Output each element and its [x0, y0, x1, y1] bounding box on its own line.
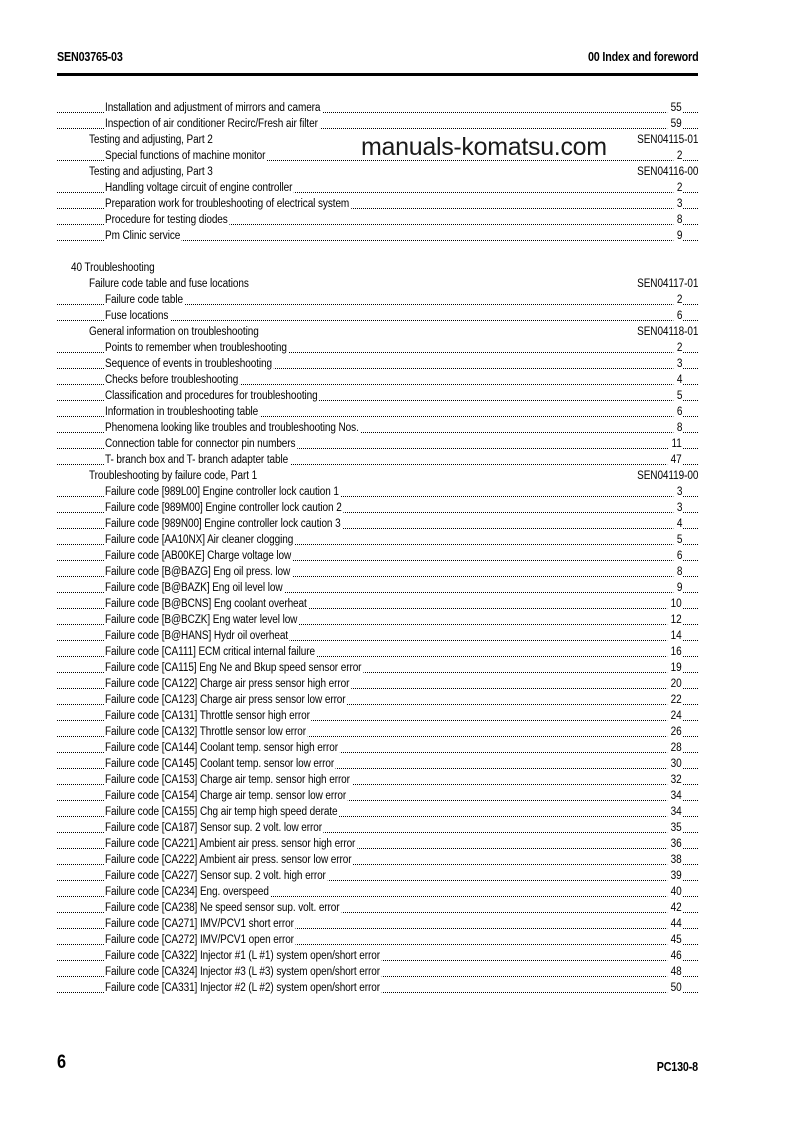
toc-entry-label: Failure code table: [105, 294, 183, 306]
toc-entry[interactable]: [57, 564, 698, 580]
toc-entry-page-number: 8: [673, 212, 682, 228]
toc-entry[interactable]: [57, 596, 698, 612]
toc-entry-page-number: 28: [668, 740, 682, 756]
toc-entry-label: Failure code table and fuse locations: [89, 278, 249, 290]
toc-entry-page-number: 5: [673, 532, 682, 548]
toc-entry-label: Failure code [CA111] ECM critical internal failure: [105, 646, 315, 658]
toc-entry-page-number: 34: [668, 804, 682, 820]
toc-entry-page-number: 34: [668, 788, 682, 804]
toc-entry-page-number: 2: [673, 180, 682, 196]
toc-entry[interactable]: [57, 420, 698, 436]
toc-entry-label: Testing and adjusting, Part 2: [89, 134, 213, 146]
toc-entry[interactable]: [57, 836, 698, 852]
toc-entry[interactable]: [57, 772, 698, 788]
toc-entry[interactable]: [57, 484, 698, 500]
toc-entry[interactable]: [57, 356, 698, 372]
toc-entry-page-number: 3: [673, 500, 682, 516]
toc-entry-label: Handling voltage circuit of engine controller: [105, 182, 293, 194]
toc-entry[interactable]: [57, 852, 698, 868]
toc-entry-page-number: 22: [668, 692, 682, 708]
toc-entry[interactable]: [57, 308, 698, 324]
toc-entry[interactable]: [57, 740, 698, 756]
toc-entry[interactable]: [57, 292, 698, 308]
toc-entry-page-number: 44: [668, 916, 682, 932]
toc-entry[interactable]: [57, 756, 698, 772]
toc-entry-page-number: 42: [668, 900, 682, 916]
toc-entry-label: Failure code [AA10NX] Air cleaner clogging: [105, 534, 294, 546]
toc-entry-page-number: 2: [673, 292, 682, 308]
toc-entry-page-number: 35: [668, 820, 682, 836]
toc-entry-sen-code: SEN04117-01: [633, 276, 698, 292]
footer-model-name: PC130-8: [656, 1060, 698, 1074]
toc-entry-page-number: 8: [673, 564, 682, 580]
toc-entry-label: Failure code [CA131] Throttle sensor high error: [105, 710, 310, 722]
toc-entry-page-number: 9: [673, 580, 682, 596]
toc-entry-page-number: 38: [668, 852, 682, 868]
toc-entry[interactable]: [57, 532, 698, 548]
watermark: manuals-komatsu.com: [361, 133, 607, 161]
toc-entry[interactable]: [57, 340, 698, 356]
toc-entry[interactable]: [57, 164, 698, 180]
toc-entry-page-number: 4: [673, 516, 682, 532]
toc-entry[interactable]: [57, 692, 698, 708]
toc-entry-page-number: 55: [668, 100, 682, 116]
toc-entry-label: Failure code [989M00] Engine controller lock caution 2: [105, 502, 342, 514]
toc-entry[interactable]: [57, 628, 698, 644]
toc-entry-sen-code: SEN04115-01: [633, 132, 698, 148]
toc-entry-page-number: 32: [668, 772, 682, 788]
toc-entry-label: Failure code [CA155] Chg air temp high speed derate: [105, 806, 338, 818]
toc-entry-label: Failure code [CA324] Injector #3 (L #3) system open/short error: [105, 966, 380, 978]
toc-entry-sen-code: SEN04119-00: [633, 468, 698, 484]
toc-entry-page-number: 14: [668, 628, 682, 644]
toc-entry-page-number: 24: [668, 708, 682, 724]
toc-entry-label: Troubleshooting by failure code, Part 1: [89, 470, 258, 482]
toc-entry[interactable]: [57, 660, 698, 676]
toc-entry-page-number: 48: [668, 964, 682, 980]
toc-entry-label: Failure code [CA122] Charge air press sensor high error: [105, 678, 350, 690]
toc-entry[interactable]: [57, 820, 698, 836]
toc-entry-label: Failure code [AB00KE] Charge voltage low: [105, 550, 292, 562]
toc-entry[interactable]: [57, 612, 698, 628]
toc-spacer: [57, 244, 698, 260]
toc-entry-page-number: 46: [668, 948, 682, 964]
toc-entry-label: Sequence of events in troubleshooting: [105, 358, 272, 370]
toc-entry-page-number: 10: [668, 596, 682, 612]
toc-entry-page-number: 59: [668, 116, 682, 132]
toc-entry-page-number: 6: [673, 404, 682, 420]
toc-entry-page-number: 36: [668, 836, 682, 852]
toc-entry[interactable]: [57, 548, 698, 564]
toc-entry[interactable]: [57, 260, 698, 276]
toc-entry[interactable]: [57, 388, 698, 404]
toc-entry-page-number: 3: [673, 484, 682, 500]
toc-entry-page-number: 50: [668, 980, 682, 996]
toc-entry-label: Failure code [B@BAZK] Eng oil level low: [105, 582, 283, 594]
toc-entry-label: Installation and adjustment of mirrors and camera: [105, 102, 321, 114]
toc-entry-label: Preparation work for troubleshooting of electrical system: [105, 198, 350, 210]
toc-entry[interactable]: [57, 452, 698, 468]
toc-entry[interactable]: [57, 100, 698, 116]
toc-entry[interactable]: [57, 964, 698, 980]
toc-entry-page-number: 2: [673, 148, 682, 164]
toc-entry-label: Failure code [CA227] Sensor sup. 2 volt. high error: [105, 870, 326, 882]
toc-entry-label: Failure code [B@BCZK] Eng water level low: [105, 614, 298, 626]
toc-entry-label: Failure code [CA115] Eng Ne and Bkup speed sensor error: [105, 662, 362, 674]
toc-entry[interactable]: [57, 500, 698, 516]
toc-entry-page-number: 39: [668, 868, 682, 884]
document-number: SEN03765-03: [57, 50, 123, 64]
toc-entry-page-number: 47: [668, 452, 682, 468]
toc-entry-label: Special functions of machine monitor: [105, 150, 266, 162]
toc-entry-label: Failure code [CA187] Sensor sup. 2 volt. low error: [105, 822, 322, 834]
footer-page-number: 6: [57, 1052, 67, 1073]
toc-entry-page-number: 4: [673, 372, 682, 388]
toc-entry[interactable]: [57, 116, 698, 132]
toc-entry-label: 40 Troubleshooting: [71, 262, 155, 274]
toc-entry-label: Failure code [B@BCNS] Eng coolant overheat: [105, 598, 307, 610]
toc-entry[interactable]: [57, 228, 698, 244]
toc-entry[interactable]: [57, 276, 698, 292]
toc-entry[interactable]: [57, 708, 698, 724]
toc-entry-label: Failure code [CA222] Ambient air press. sensor low error: [105, 854, 352, 866]
toc-entry-page-number: 11: [668, 436, 682, 452]
toc-entry[interactable]: [57, 180, 698, 196]
toc-entry-page-number: 20: [668, 676, 682, 692]
toc-entry-label: Failure code [CA132] Throttle sensor low error: [105, 726, 307, 738]
toc-entry-label: Testing and adjusting, Part 3: [89, 166, 213, 178]
toc-entry[interactable]: [57, 196, 698, 212]
toc-entry-label: Failure code [CA234] Eng. overspeed: [105, 886, 269, 898]
toc-entry[interactable]: [57, 916, 698, 932]
toc-entry-page-number: 3: [673, 356, 682, 372]
toc-entry-label: General information on troubleshooting: [89, 326, 259, 338]
toc-entry-label: Failure code [CA331] Injector #2 (L #2) system open/short error: [105, 982, 380, 994]
toc-entry-label: Inspection of air conditioner Recirc/Fresh air filter: [105, 118, 318, 130]
toc-entry[interactable]: [57, 900, 698, 916]
toc-entry[interactable]: [57, 884, 698, 900]
toc-entry-label: Failure code [CA123] Charge air press sensor low error: [105, 694, 346, 706]
toc-entry-label: T- branch box and T- branch adapter table: [105, 454, 289, 466]
toc-entry-sen-code: SEN04116-00: [633, 164, 698, 180]
toc-entry-page-number: 30: [668, 756, 682, 772]
toc-entry-label: Classification and procedures for troubleshooting: [105, 390, 318, 402]
toc-entry-label: Fuse locations: [105, 310, 169, 322]
toc-entry[interactable]: [57, 980, 698, 996]
toc-entry[interactable]: [57, 468, 698, 484]
toc-entry-page-number: 2: [673, 340, 682, 356]
toc-entry-sen-code: SEN04118-01: [633, 324, 698, 340]
toc-entry-label: Checks before troubleshooting: [105, 374, 239, 386]
toc-entry[interactable]: [57, 580, 698, 596]
toc-entry[interactable]: [57, 644, 698, 660]
toc-entry-label: Phenomena looking like troubles and troubleshooting Nos.: [105, 422, 359, 434]
toc-entry[interactable]: [57, 212, 698, 228]
toc-entry-page-number: 40: [668, 884, 682, 900]
toc-entry-label: Points to remember when troubleshooting: [105, 342, 287, 354]
toc-entry[interactable]: [57, 404, 698, 420]
toc-entry[interactable]: [57, 516, 698, 532]
toc-entry-label: Failure code [CA221] Ambient air press. sensor high error: [105, 838, 356, 850]
toc-entry-page-number: 6: [673, 548, 682, 564]
toc-entry-label: Failure code [989N00] Engine controller lock caution 3: [105, 518, 341, 530]
section-title: 00 Index and foreword: [587, 50, 698, 64]
toc-entry-label: Connection table for connector pin numbers: [105, 438, 296, 450]
toc-entry-label: Information in troubleshooting table: [105, 406, 259, 418]
toc-entry-label: Failure code [CA154] Charge air temp. sensor low error: [105, 790, 347, 802]
toc-entry-page-number: 6: [673, 308, 682, 324]
toc-entry[interactable]: [57, 948, 698, 964]
toc-entry[interactable]: [57, 324, 698, 340]
toc-entry-label: Failure code [CA271] IMV/PCV1 short error: [105, 918, 294, 930]
toc-entry[interactable]: [57, 932, 698, 948]
toc-entry[interactable]: [57, 804, 698, 820]
header-divider: [57, 73, 698, 76]
toc-entry-page-number: 8: [673, 420, 682, 436]
toc-entry[interactable]: [57, 724, 698, 740]
toc-entry-label: Failure code [989L00] Engine controller lock caution 1: [105, 486, 339, 498]
toc-entry-label: Procedure for testing diodes: [105, 214, 228, 226]
toc-entry[interactable]: [57, 436, 698, 452]
toc-entry-page-number: 26: [668, 724, 682, 740]
toc-entry-label: Failure code [CA145] Coolant temp. sensor low error: [105, 758, 335, 770]
toc-entry-page-number: 19: [668, 660, 682, 676]
toc-entry-page-number: 9: [673, 228, 682, 244]
toc-entry[interactable]: [57, 788, 698, 804]
toc-entry-label: Failure code [CA238] Ne speed sensor sup. volt. error: [105, 902, 340, 914]
toc-entry-label: Failure code [B@HANS] Hydr oil overheat: [105, 630, 289, 642]
toc-entry[interactable]: [57, 868, 698, 884]
toc-entry-label: Failure code [CA153] Charge air temp. sensor high error: [105, 774, 350, 786]
toc-entry-label: Pm Clinic service: [105, 230, 181, 242]
toc-entry-label: Failure code [CA322] Injector #1 (L #1) system open/short error: [105, 950, 380, 962]
toc-entry-label: Failure code [CA272] IMV/PCV1 open error: [105, 934, 294, 946]
table-of-contents: [57, 100, 698, 996]
toc-entry-page-number: 16: [668, 644, 682, 660]
toc-entry-label: Failure code [B@BAZG] Eng oil press. low: [105, 566, 291, 578]
toc-entry-label: Failure code [CA144] Coolant temp. sensor high error: [105, 742, 338, 754]
toc-entry-page-number: 12: [668, 612, 682, 628]
toc-entry[interactable]: [57, 372, 698, 388]
toc-entry-page-number: 3: [673, 196, 682, 212]
toc-entry[interactable]: [57, 676, 698, 692]
toc-entry-page-number: 45: [668, 932, 682, 948]
toc-entry-page-number: 5: [673, 388, 682, 404]
